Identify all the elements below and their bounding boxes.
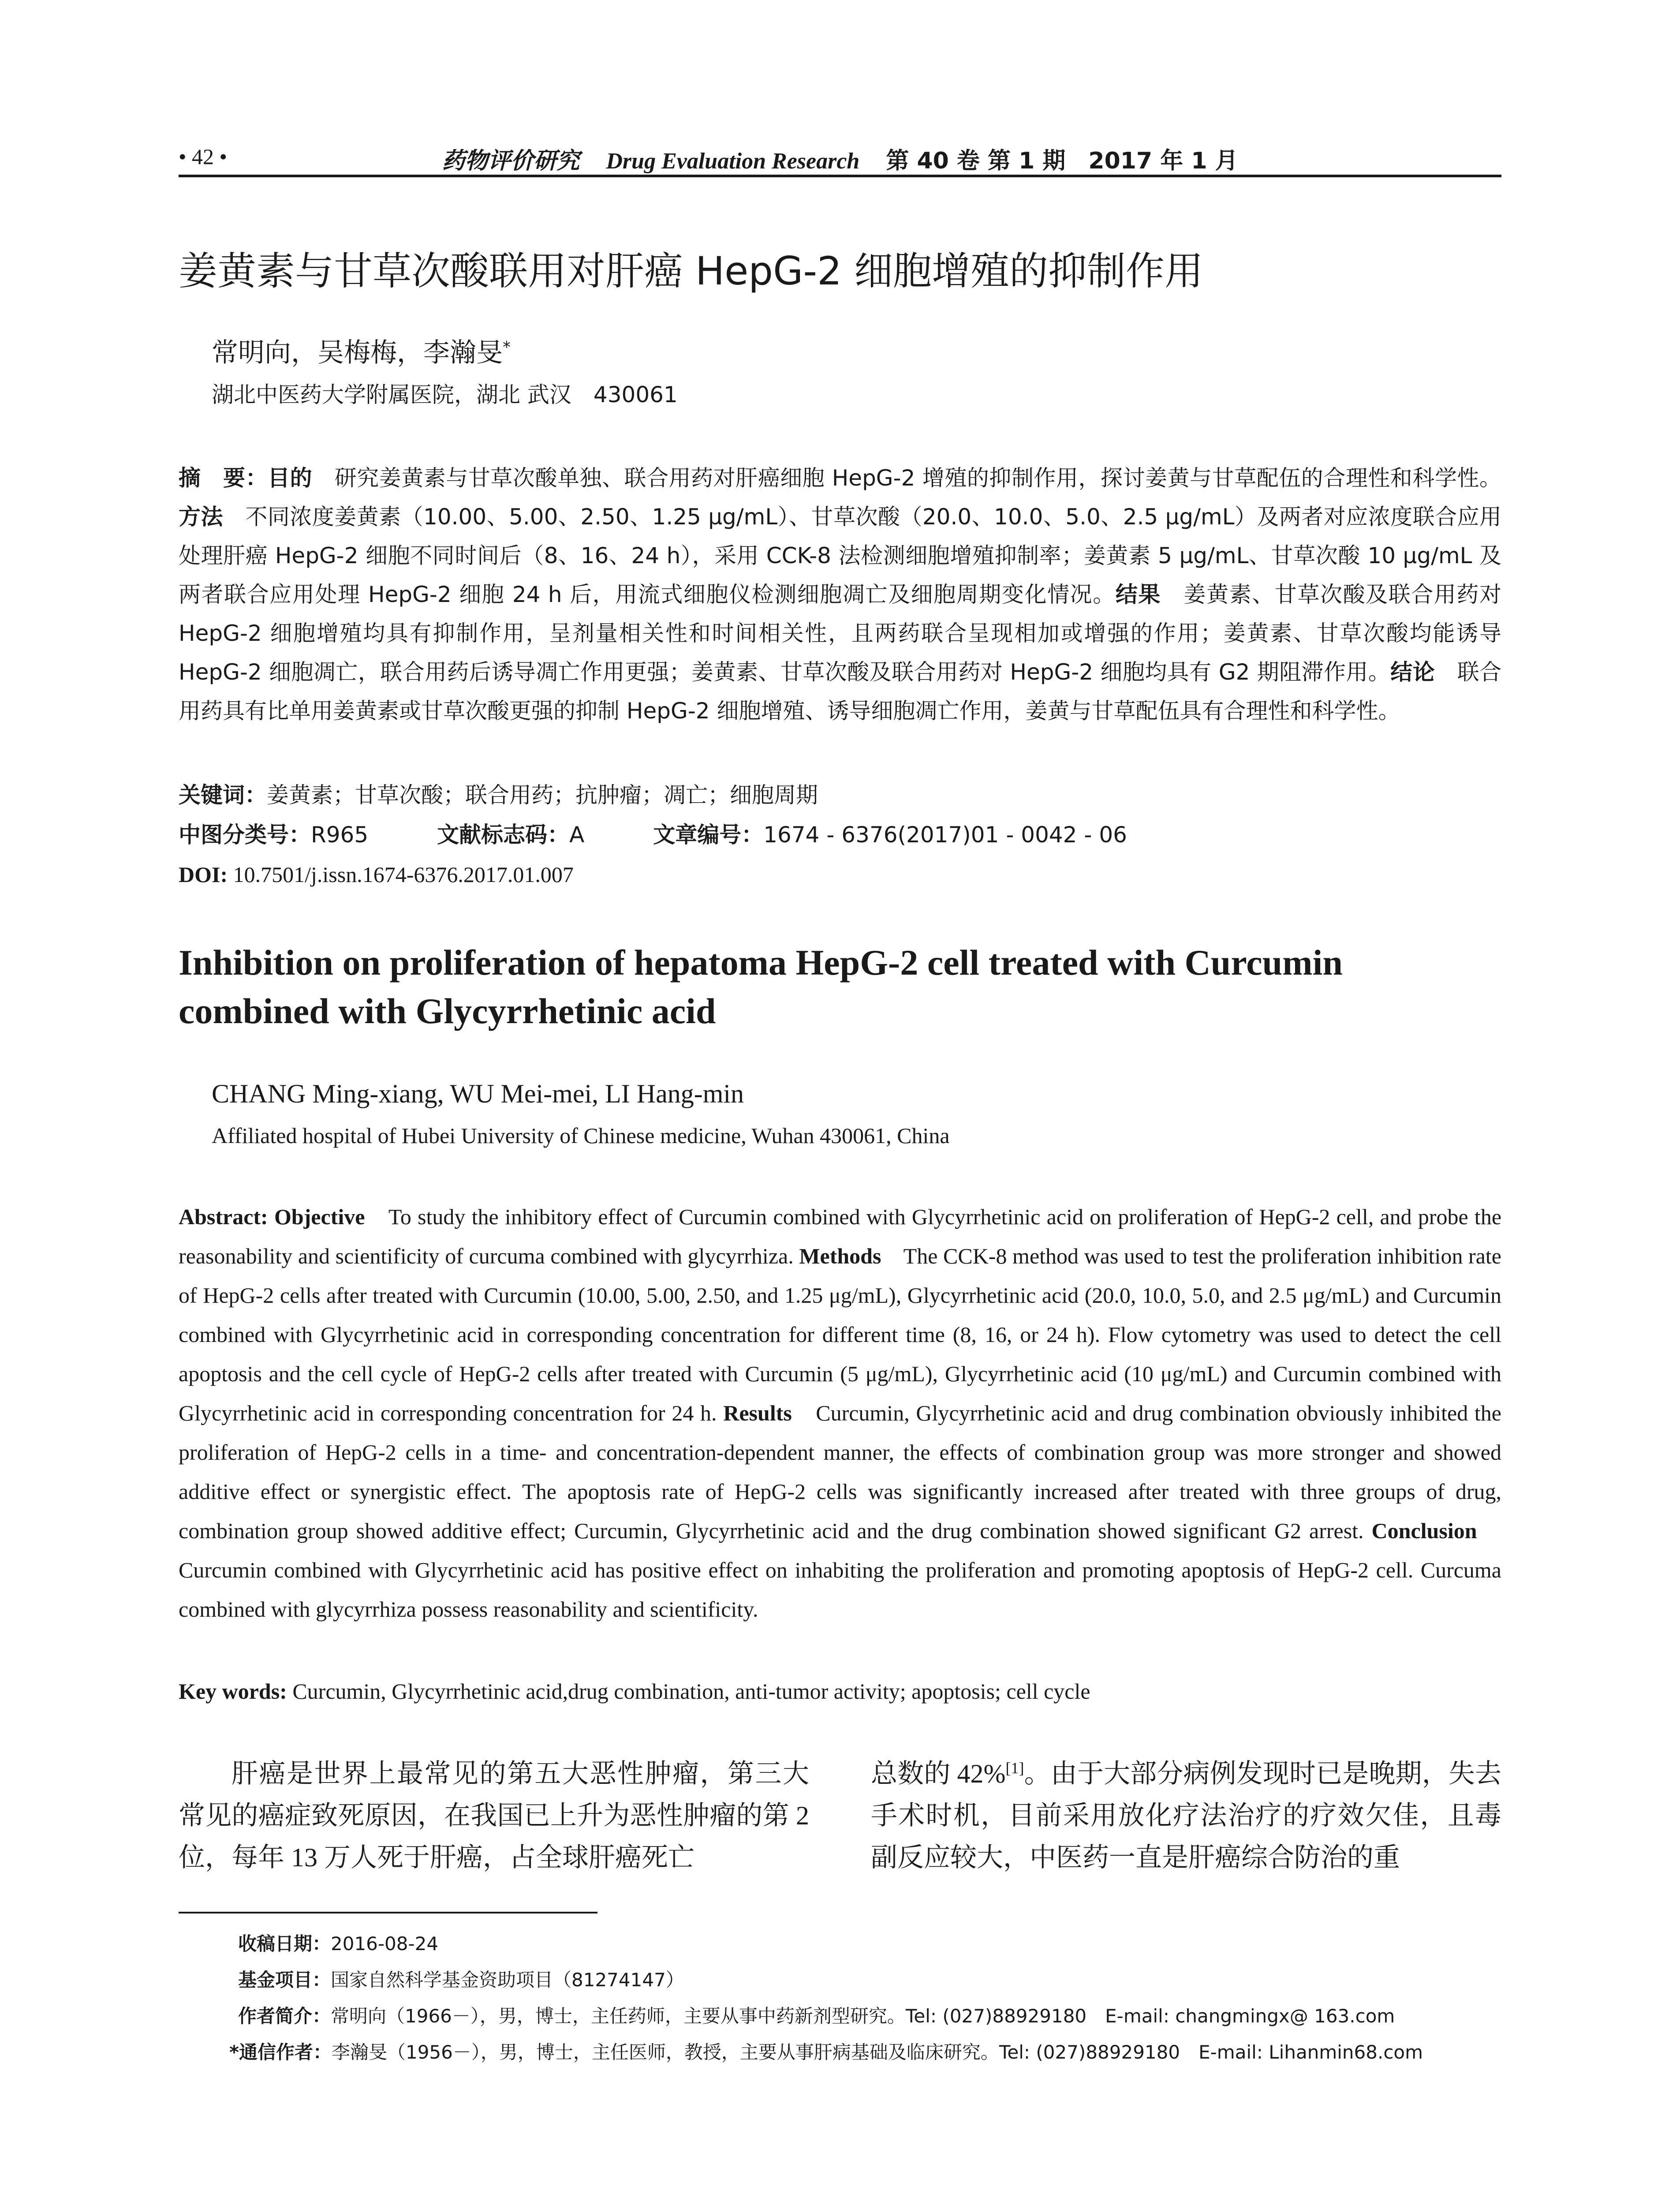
- running-header: [179, 142, 1501, 177]
- journal-name-en: Drug Evaluation Research: [606, 149, 860, 174]
- received-value: 2016-08-24: [331, 1933, 439, 1955]
- body-paragraph-left: 肝癌是世界上最常见的第五大恶性肿瘤，第三大常见的癌症致死原因，在我国已上升为恶性肿瘤的第 2 位，每年 13 万人死于肝癌，占全球肝癌死亡: [179, 1759, 809, 1872]
- journal-line: [179, 142, 1501, 175]
- keywords-en-label: Key words:: [179, 1679, 287, 1704]
- corresponding-value: 李瀚旻（1956－），男，博士，主任医师，教授，主要从事肝病基础及临床研究。Tel: (027)88929180 E-mail: Lihanmin68.com: [331, 2041, 1423, 2063]
- classification-line: [179, 819, 1127, 850]
- received-label: 收稿日期：: [238, 1933, 331, 1955]
- keywords-cn-text: 姜黄素；甘草次酸；联合用药；抗肿瘤；凋亡；细胞周期: [267, 782, 818, 808]
- abstract-en-conclusion: Curcumin combined with Glycyrrhetinic acid has positive effect on inhabiting the proliferation and promoting apoptosis of HepG-2 cell. Curcuma combined with glycyrrhiza possess reasonability and scientificity.: [179, 1518, 1501, 1622]
- abstract-cn-objective-label: 目的: [268, 465, 313, 491]
- corresponding-label: *通信作者：: [229, 2041, 332, 2063]
- author-bio-value: 常明向（1966－），男，博士，主任药师，主要从事中药新剂型研究。Tel: (027)88929180 E-mail: changmingx@ 163.com: [331, 2005, 1395, 2027]
- article-no-value: 1674 - 6376(2017)01 - 0042 - 06: [763, 822, 1127, 848]
- header-rule: [179, 175, 1501, 177]
- abstract-cn-objective: 研究姜黄素与甘草次酸单独、联合用药对肝癌细胞 HepG-2 增殖的抑制作用，探讨姜黄与甘草配伍的合理性和科学性。: [312, 465, 1502, 491]
- abstract-cn-methods-label: 方法: [179, 504, 223, 530]
- abstract-en: [179, 1197, 1501, 1629]
- article-no-label: 文章编号：: [653, 822, 764, 848]
- footnote-author: [238, 2003, 1395, 2029]
- footnote-fund: [238, 1967, 684, 1993]
- classification-value: R965: [311, 822, 369, 848]
- body-column-left: [179, 1753, 809, 1879]
- authors-en: CHANG Ming-xiang, WU Mei-mei, LI Hang-min: [212, 1079, 744, 1108]
- doc-code-item: [437, 819, 584, 850]
- abstract-en-results-label: Results: [723, 1401, 792, 1425]
- article-no-item: [653, 819, 1127, 850]
- author-bio-label: 作者简介：: [238, 2005, 331, 2027]
- abstract-cn: [179, 459, 1501, 730]
- reference-marker: [1]: [1005, 1759, 1024, 1777]
- journal-issue: 第 40 卷 第 1 期 2017 年 1 月: [886, 148, 1238, 174]
- body-column-right: [871, 1753, 1501, 1879]
- body-right-before-ref: 总数的 42%: [871, 1759, 1006, 1788]
- abstract-en-results: Curcumin, Glycyrrhetinic acid and drug combination obviously inhibited the proliferation of HepG-2 cells in a time- and concentration-dependent manner, the effects of combination group was more stronger and showed additive effect or synergistic effect. The apoptosis rate of HepG-2 cells was significantly increased after treated with three groups of drug, combination group showed additive effect; Curcumin, Glycyrrhetinic acid and the drug combination showed significant G2 arrest.: [179, 1401, 1501, 1543]
- footnote-received: [238, 1931, 438, 1957]
- doc-code-value: A: [569, 822, 585, 848]
- abstract-cn-label: 摘 要：: [179, 465, 268, 491]
- classification-label: 中图分类号：: [179, 822, 311, 848]
- abstract-cn-conclusion-label: 结论: [1390, 659, 1435, 685]
- body-paragraph-right: [871, 1753, 1501, 1879]
- doi-label: DOI:: [179, 862, 228, 887]
- abstract-cn-conclusion: 联合用药具有比单用姜黄素或甘草次酸更强的抑制 HepG-2 细胞增殖、诱导细胞凋亡作用，姜黄与甘草配伍具有合理性和科学性。: [179, 659, 1502, 724]
- authors-cn: [212, 335, 511, 370]
- footnote-rule: [179, 1912, 597, 1913]
- abstract-en-methods: The CCK-8 method was used to test the proliferation inhibition rate of HepG-2 cells after treated with Curcumin (10.00, 5.00, 2.50, and 1.25 μg/mL), Glycyrrhetinic acid (20.0, 10.0, 5.0, and 2.5 μg/mL) and Curcumin combined with Glycyrrhetinic acid in corresponding concentration for different time (8, 16, or 24 h). Flow cytometry was used to detect the cell apoptosis and the cell cycle of HepG-2 cells after treated with Curcumin (5 μg/mL), Glycyrrhetinic acid (10 μg/mL) and Curcumin combined with Glycyrrhetinic acid in corresponding concentration for 24 h.: [179, 1244, 1501, 1425]
- abstract-cn-methods: 不同浓度姜黄素（10.00、5.00、2.50、1.25 μg/mL）、甘草次酸（20.0、10.0、5.0、2.5 μg/mL）及两者对应浓度联合应用处理肝癌 HepG-2 细胞不同时间后（8、16、24 h），采用 CCK-8 法检测细胞增殖抑制率；姜黄素 5 μg/mL、甘草次酸 10 μg/mL 及两者联合应用处理 HepG-2 细胞 24 h 后，用流式细胞仪检测细胞凋亡及细胞周期变化情况。: [179, 504, 1502, 607]
- doc-code-label: 文献标志码：: [437, 822, 570, 848]
- abstract-en-objective-label: Objective: [274, 1204, 365, 1229]
- keywords-en-text: Curcumin, Glycyrrhetinic acid,drug combination, anti-tumor activity; apoptosis; cell cycle: [292, 1679, 1090, 1704]
- abstract-en-methods-label: Methods: [799, 1244, 881, 1268]
- body-right-after-ref: 。由于大部分病例发现时已是晚期，失去手术时机，目前采用放化疗法治疗的疗效欠佳，且毒副反应较大，中医药一直是肝癌综合防治的重: [871, 1759, 1502, 1872]
- abstract-en-label: Abstract:: [179, 1204, 268, 1229]
- title-en: Inhibition on proliferation of hepatoma HepG-2 cell treated with Curcumin combined with Glycyrrhetinic acid: [179, 942, 1343, 1031]
- footnote-corresponding: [229, 2039, 1423, 2066]
- authors-cn-names: 常明向，吴梅梅，李瀚旻: [212, 337, 503, 368]
- affiliation-cn: 湖北中医药大学附属医院，湖北 武汉 430061: [212, 382, 678, 407]
- keywords-cn: [179, 780, 818, 811]
- abstract-cn-results-label: 结果: [1115, 582, 1161, 607]
- page-number: • 42 •: [179, 144, 228, 169]
- keywords-en: [179, 1676, 1090, 1707]
- abstract-en-objective: To study the inhibitory effect of Curcumin combined with Glycyrrhetinic acid on proliferation of HepG-2 cell, and probe the reasonability and scientificity of curcuma combined with glycyrrhiza.: [179, 1204, 1502, 1268]
- title-cn: 姜黄素与甘草次酸联用对肝癌 HepG-2 细胞增殖的抑制作用: [179, 248, 1204, 294]
- abstract-cn-results: 姜黄素、甘草次酸及联合用药对 HepG-2 细胞增殖均具有抑制作用，呈剂量相关性和时间相关性，且两药联合呈现相加或增强的作用；姜黄素、甘草次酸均能诱导 HepG-2 细胞凋亡，联合用药后诱导凋亡作用更强；姜黄素、甘草次酸及联合用药对 HepG-2 细胞均具有 G2 期阻滞作用。: [179, 582, 1502, 685]
- fund-value: 国家自然科学基金资助项目（81274147）: [331, 1969, 684, 1991]
- corresponding-mark: *: [503, 338, 511, 356]
- fund-label: 基金项目：: [238, 1969, 331, 1991]
- classification-item: [179, 819, 368, 850]
- abstract-en-conclusion-label: Conclusion: [1371, 1518, 1477, 1543]
- keywords-cn-label: 关键词：: [179, 782, 267, 808]
- journal-name-cn: 药物评价研究: [442, 147, 580, 174]
- affiliation-en: Affiliated hospital of Hubei University of Chinese medicine, Wuhan 430061, China: [212, 1123, 950, 1148]
- doi-line: [179, 859, 574, 890]
- doi-value: 10.7501/j.issn.1674-6376.2017.01.007: [233, 862, 574, 887]
